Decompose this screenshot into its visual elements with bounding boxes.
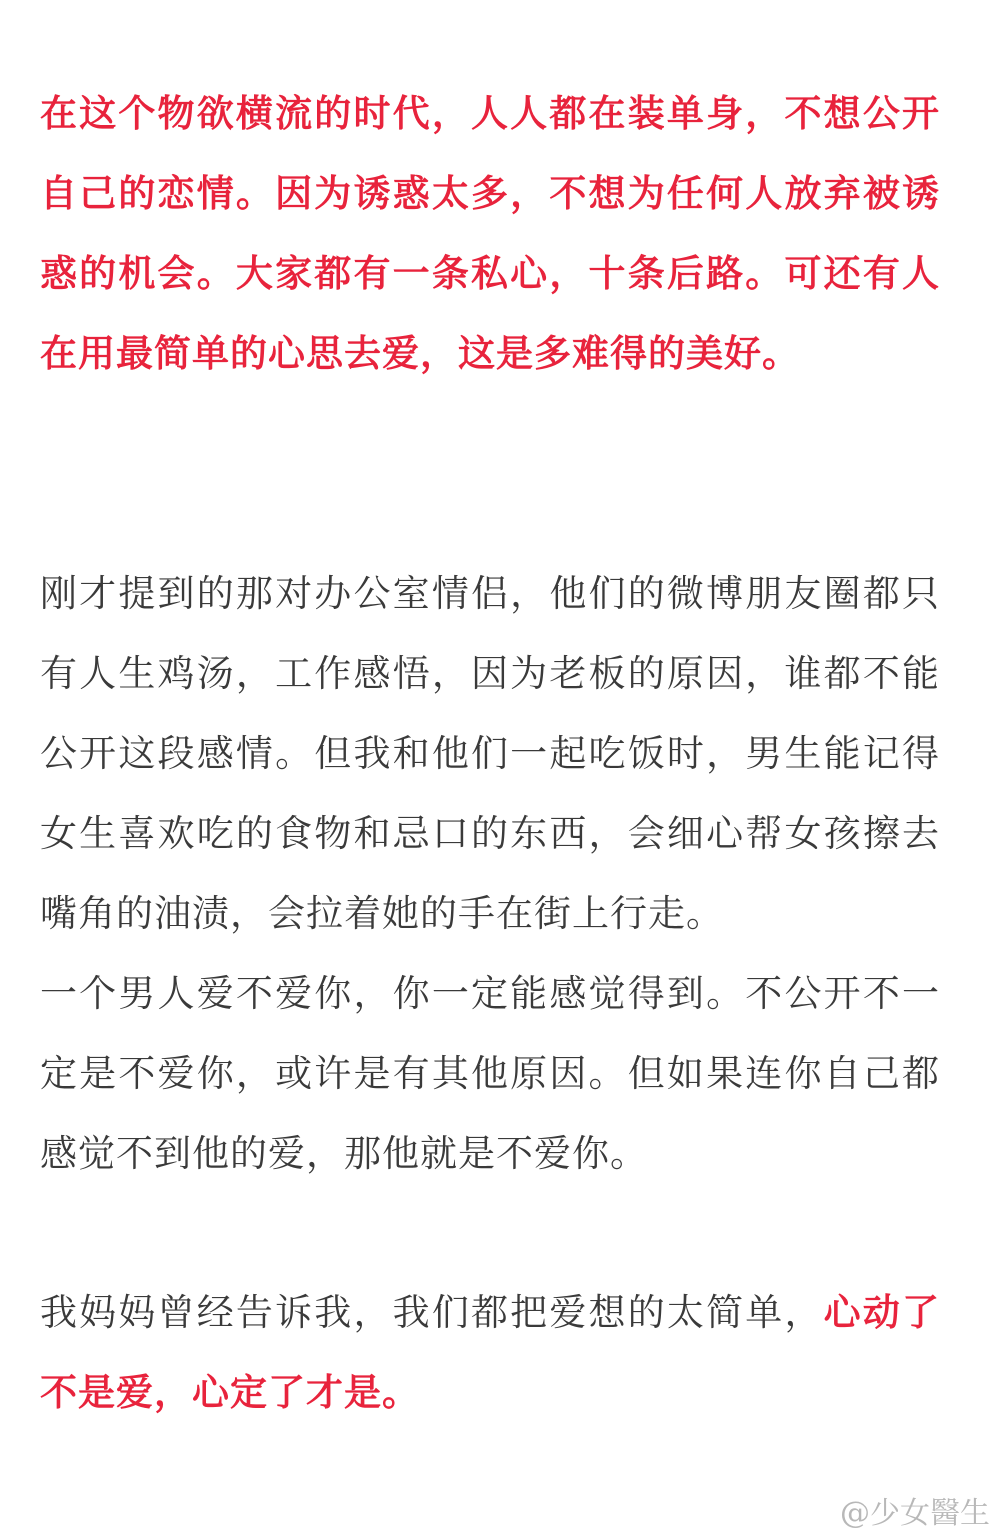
paragraph-mother-advice [40, 1273, 940, 1433]
watermark-text: @少女醫生 [840, 1496, 990, 1531]
paragraph-mother-advice-highlight: 心动了不是爱，心定了才是。 [40, 1291, 941, 1414]
paragraph-mother-advice-plain: 我妈妈曾经告诉我，我们都把爱想的太简单， [40, 1291, 824, 1334]
highlight-paragraph-intro: 在这个物欲横流的时代，人人都在装单身，不想公开自己的恋情。因为诱惑太多，不想为任何人放弃被诱惑的机会。大家都有一条私心，十条后路。可还有人在用最简单的心思去爱，这是多难得的美好。 [40, 92, 940, 375]
paragraph-office-couple: 刚才提到的那对办公室情侣，他们的微博朋友圈都只有人生鸡汤，工作感悟，因为老板的原因，谁都不能公开这段感情。但我和他们一起吃饭时，男生能记得女生喜欢吃的食物和忌口的东西，会细心帮女孩擦去嘴角的油渍，会拉着她的手在街上行走。 [40, 572, 940, 935]
paragraph-love-feeling: 一个男人爱不爱你，你一定能感觉得到。不公开不一定是不爱你，或许是有其他原因。但如果连你自己都感觉不到他的爱，那他就是不爱你。 [40, 972, 940, 1175]
